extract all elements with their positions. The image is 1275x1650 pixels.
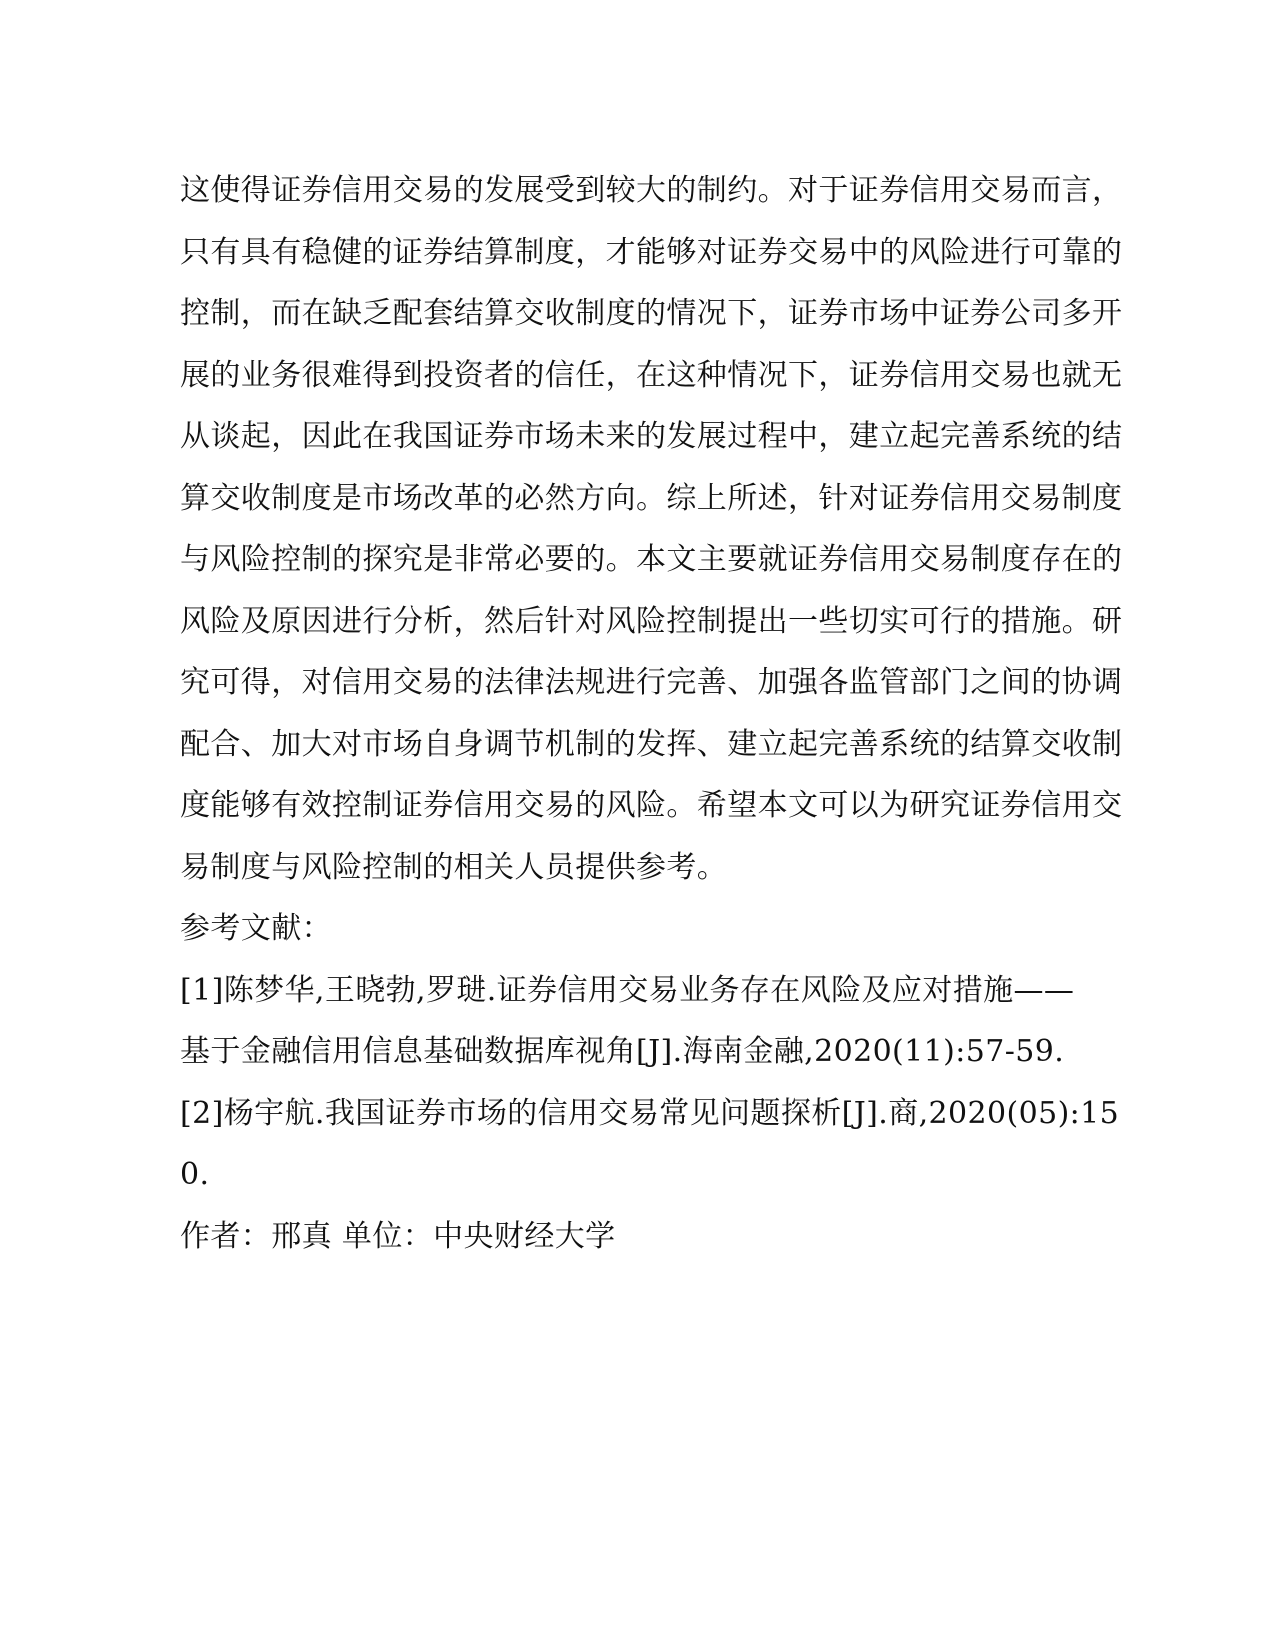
reference-2-line-2: 0.	[180, 1157, 210, 1192]
reference-2-line-1: [2]杨宇航.我国证券市场的信用交易常见问题探析[J].商,2020(05):15	[180, 1095, 1120, 1131]
body-paragraph-line: 与风险控制的探究是非常必要的。本文主要就证券信用交易制度存在的	[180, 542, 1123, 577]
reference-1-line-1: [1]陈梦华,王晓勃,罗琎.证券信用交易业务存在风险及应对措施——	[180, 972, 1075, 1008]
body-paragraph-line: 究可得，对信用交易的法律法规进行完善、加强各监管部门之间的协调	[180, 665, 1123, 700]
author-affiliation: 作者：邢真 单位：中央财经大学	[180, 1218, 616, 1254]
body-paragraph-line: 只有具有稳健的证券结算制度，才能够对证券交易中的风险进行可靠的	[180, 234, 1123, 270]
body-paragraph-line: 易制度与风险控制的相关人员提供参考。	[180, 849, 728, 885]
body-paragraph-line: 度能够有效控制证券信用交易的风险。希望本文可以为研究证券信用交	[180, 788, 1123, 823]
body-paragraph-line: 风险及原因进行分析，然后针对风险控制提出一些切实可行的措施。研	[180, 603, 1123, 639]
body-paragraph-line: 展的业务很难得到投资者的信任，在这种情况下，证券信用交易也就无	[180, 357, 1123, 393]
body-paragraph-line: 算交收制度是市场改革的必然方向。综上所述，针对证券信用交易制度	[180, 480, 1123, 516]
body-paragraph-line: 从谈起，因此在我国证券市场未来的发展过程中，建立起完善系统的结	[180, 419, 1123, 454]
body-paragraph-line: 控制，而在缺乏配套结算交收制度的情况下，证券市场中证券公司多开	[180, 296, 1123, 331]
references-heading: 参考文献：	[180, 911, 332, 946]
document-text	[180, 160, 1123, 1267]
body-paragraph-line: 这使得证券信用交易的发展受到较大的制约。对于证券信用交易而言，	[180, 173, 1123, 208]
body-paragraph-line: 配合、加大对市场自身调节机制的发挥、建立起完善系统的结算交收制	[180, 726, 1123, 762]
reference-1-line-2: 基于金融信用信息基础数据库视角[J].海南金融,2020(11):57-59.	[180, 1034, 1065, 1069]
